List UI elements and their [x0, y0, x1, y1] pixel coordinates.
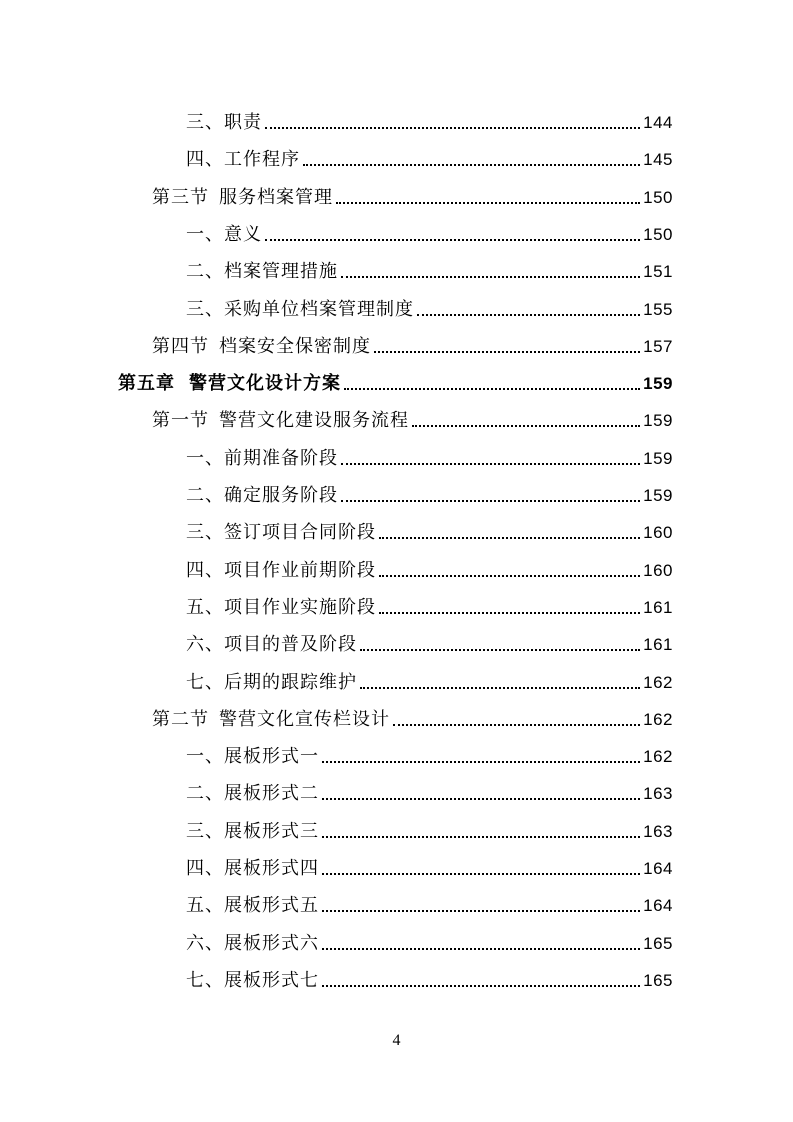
- toc-entry-page: 145: [643, 150, 673, 169]
- toc-entry-number: 七、: [186, 970, 224, 991]
- toc-entry[interactable]: [186, 962, 673, 992]
- toc-entry[interactable]: [186, 440, 673, 470]
- toc-entry-page: 161: [643, 598, 673, 617]
- page-number: 4: [392, 1032, 401, 1049]
- toc-entry-number: 五、: [186, 597, 224, 618]
- toc-entry-number: 三、: [186, 821, 224, 842]
- toc-entry-title: 意义: [224, 224, 262, 245]
- dot-leader: [322, 836, 640, 838]
- toc-entry-title: 展板形式三: [224, 821, 319, 842]
- toc-entry-number: 一、: [186, 224, 224, 245]
- toc-entry-page: 159: [643, 374, 673, 393]
- toc-entry-title: 警营文化设计方案: [189, 373, 341, 394]
- toc-entry-number: 二、: [186, 783, 224, 804]
- toc-entry[interactable]: [186, 253, 673, 283]
- toc-entry[interactable]: [186, 216, 673, 246]
- toc-entry[interactable]: [152, 179, 673, 209]
- toc-entry-page: 162: [643, 710, 673, 729]
- toc-entry-page: 159: [643, 486, 673, 505]
- toc-entry[interactable]: [186, 850, 673, 880]
- toc-entry[interactable]: [186, 626, 673, 656]
- toc-entry-number: 四、: [186, 560, 224, 581]
- dot-leader: [322, 798, 640, 800]
- dot-leader: [322, 873, 640, 875]
- toc-entry-page: 160: [643, 523, 673, 542]
- toc-entry-title: 后期的跟踪维护: [224, 672, 357, 693]
- toc-entry-title: 展板形式一: [224, 746, 319, 767]
- toc-entry-title: 警营文化建设服务流程: [219, 410, 409, 431]
- dot-leader: [344, 388, 640, 390]
- toc-entry-number: 四、: [186, 858, 224, 879]
- toc-entry[interactable]: [186, 925, 673, 955]
- toc-entry[interactable]: [186, 141, 673, 171]
- toc-entry-page: 165: [643, 934, 673, 953]
- toc-entry-page: 162: [643, 673, 673, 692]
- toc-entry-title: 职责: [224, 112, 262, 133]
- dot-leader: [341, 463, 640, 465]
- toc-entry-title: 采购单位档案管理制度: [224, 299, 414, 320]
- toc-entry-page: 164: [643, 896, 673, 915]
- toc-entry-page: 150: [643, 188, 673, 207]
- toc-entry-number: 七、: [186, 672, 224, 693]
- toc-entry[interactable]: [186, 813, 673, 843]
- toc-entry[interactable]: [152, 701, 673, 731]
- toc-entry-page: 159: [643, 411, 673, 430]
- toc-entry-number: 第一节: [152, 410, 209, 431]
- dot-leader: [374, 351, 640, 353]
- dot-leader: [341, 500, 640, 502]
- dot-leader: [412, 425, 640, 427]
- dot-leader: [393, 724, 640, 726]
- toc-entry[interactable]: [186, 887, 673, 917]
- toc-entry[interactable]: [186, 514, 673, 544]
- toc-entry-page: 144: [643, 113, 673, 132]
- dot-leader: [322, 761, 640, 763]
- toc-entry-title: 展板形式四: [224, 858, 319, 879]
- toc-entry-title: 项目的普及阶段: [224, 634, 357, 655]
- toc-entry-title: 展板形式二: [224, 783, 319, 804]
- toc-entry-page: 157: [643, 337, 673, 356]
- toc-entry-title: 确定服务阶段: [224, 485, 338, 506]
- dot-leader: [336, 202, 640, 204]
- toc-entry[interactable]: [186, 738, 673, 768]
- toc-entry-page: 163: [643, 784, 673, 803]
- toc-entry-number: 三、: [186, 112, 224, 133]
- toc-entry-number: 四、: [186, 149, 224, 170]
- dot-leader: [322, 985, 640, 987]
- toc-entry-page: 163: [643, 822, 673, 841]
- dot-leader: [417, 314, 640, 316]
- toc-entry-number: 六、: [186, 933, 224, 954]
- toc-entry-number: 第三节: [152, 187, 209, 208]
- toc-entry-title: 档案管理措施: [224, 261, 338, 282]
- dot-leader: [379, 612, 640, 614]
- toc-entry-number: 二、: [186, 485, 224, 506]
- toc-entry-title: 档案安全保密制度: [219, 336, 371, 357]
- toc-entry-title: 前期准备阶段: [224, 448, 338, 469]
- toc-entry-number: 三、: [186, 522, 224, 543]
- toc-entry-title: 项目作业实施阶段: [224, 597, 376, 618]
- toc-entry-number: 一、: [186, 746, 224, 767]
- toc-entry[interactable]: [152, 402, 673, 432]
- toc-entry[interactable]: [186, 775, 673, 805]
- toc-entry-number: 五、: [186, 895, 224, 916]
- toc-entry[interactable]: [186, 552, 673, 582]
- toc-entry[interactable]: [186, 291, 673, 321]
- toc-entry-title: 警营文化宣传栏设计: [219, 709, 390, 730]
- dot-leader: [360, 687, 640, 689]
- toc-entry-page: 164: [643, 859, 673, 878]
- toc-entry-page: 165: [643, 971, 673, 990]
- dot-leader: [341, 276, 640, 278]
- dot-leader: [360, 649, 640, 651]
- dot-leader: [379, 575, 640, 577]
- toc-entry-page: 155: [643, 300, 673, 319]
- dot-leader: [322, 910, 640, 912]
- toc-entry-page: 161: [643, 635, 673, 654]
- toc-entry-number: 二、: [186, 261, 224, 282]
- toc-entry-page: 159: [643, 449, 673, 468]
- toc-entry-page: 151: [643, 262, 673, 281]
- toc-entry[interactable]: [118, 365, 673, 395]
- toc-entry-number: 第五章: [118, 373, 175, 394]
- toc-entry-number: 三、: [186, 299, 224, 320]
- toc-entry-number: 第二节: [152, 709, 209, 730]
- toc-entry[interactable]: [152, 328, 673, 358]
- toc-entry-title: 服务档案管理: [219, 187, 333, 208]
- toc-entry-title: 展板形式六: [224, 933, 319, 954]
- dot-leader: [265, 239, 640, 241]
- toc-entry[interactable]: [186, 589, 673, 619]
- toc-entry-title: 签订项目合同阶段: [224, 522, 376, 543]
- dot-leader: [303, 164, 640, 166]
- dot-leader: [322, 948, 640, 950]
- toc-entry-page: 160: [643, 561, 673, 580]
- toc-entry-title: 项目作业前期阶段: [224, 560, 376, 581]
- toc-entry-title: 展板形式七: [224, 970, 319, 991]
- toc-entry-title: 工作程序: [224, 149, 300, 170]
- toc-entry-page: 150: [643, 225, 673, 244]
- toc-entry-number: 六、: [186, 634, 224, 655]
- toc-entry-number: 一、: [186, 448, 224, 469]
- toc-entry-number: 第四节: [152, 336, 209, 357]
- toc-entry[interactable]: [186, 477, 673, 507]
- toc-entry-page: 162: [643, 747, 673, 766]
- toc-entry[interactable]: [186, 104, 673, 134]
- toc-entry-title: 展板形式五: [224, 895, 319, 916]
- dot-leader: [265, 127, 640, 129]
- dot-leader: [379, 537, 640, 539]
- toc-entry[interactable]: [186, 664, 673, 694]
